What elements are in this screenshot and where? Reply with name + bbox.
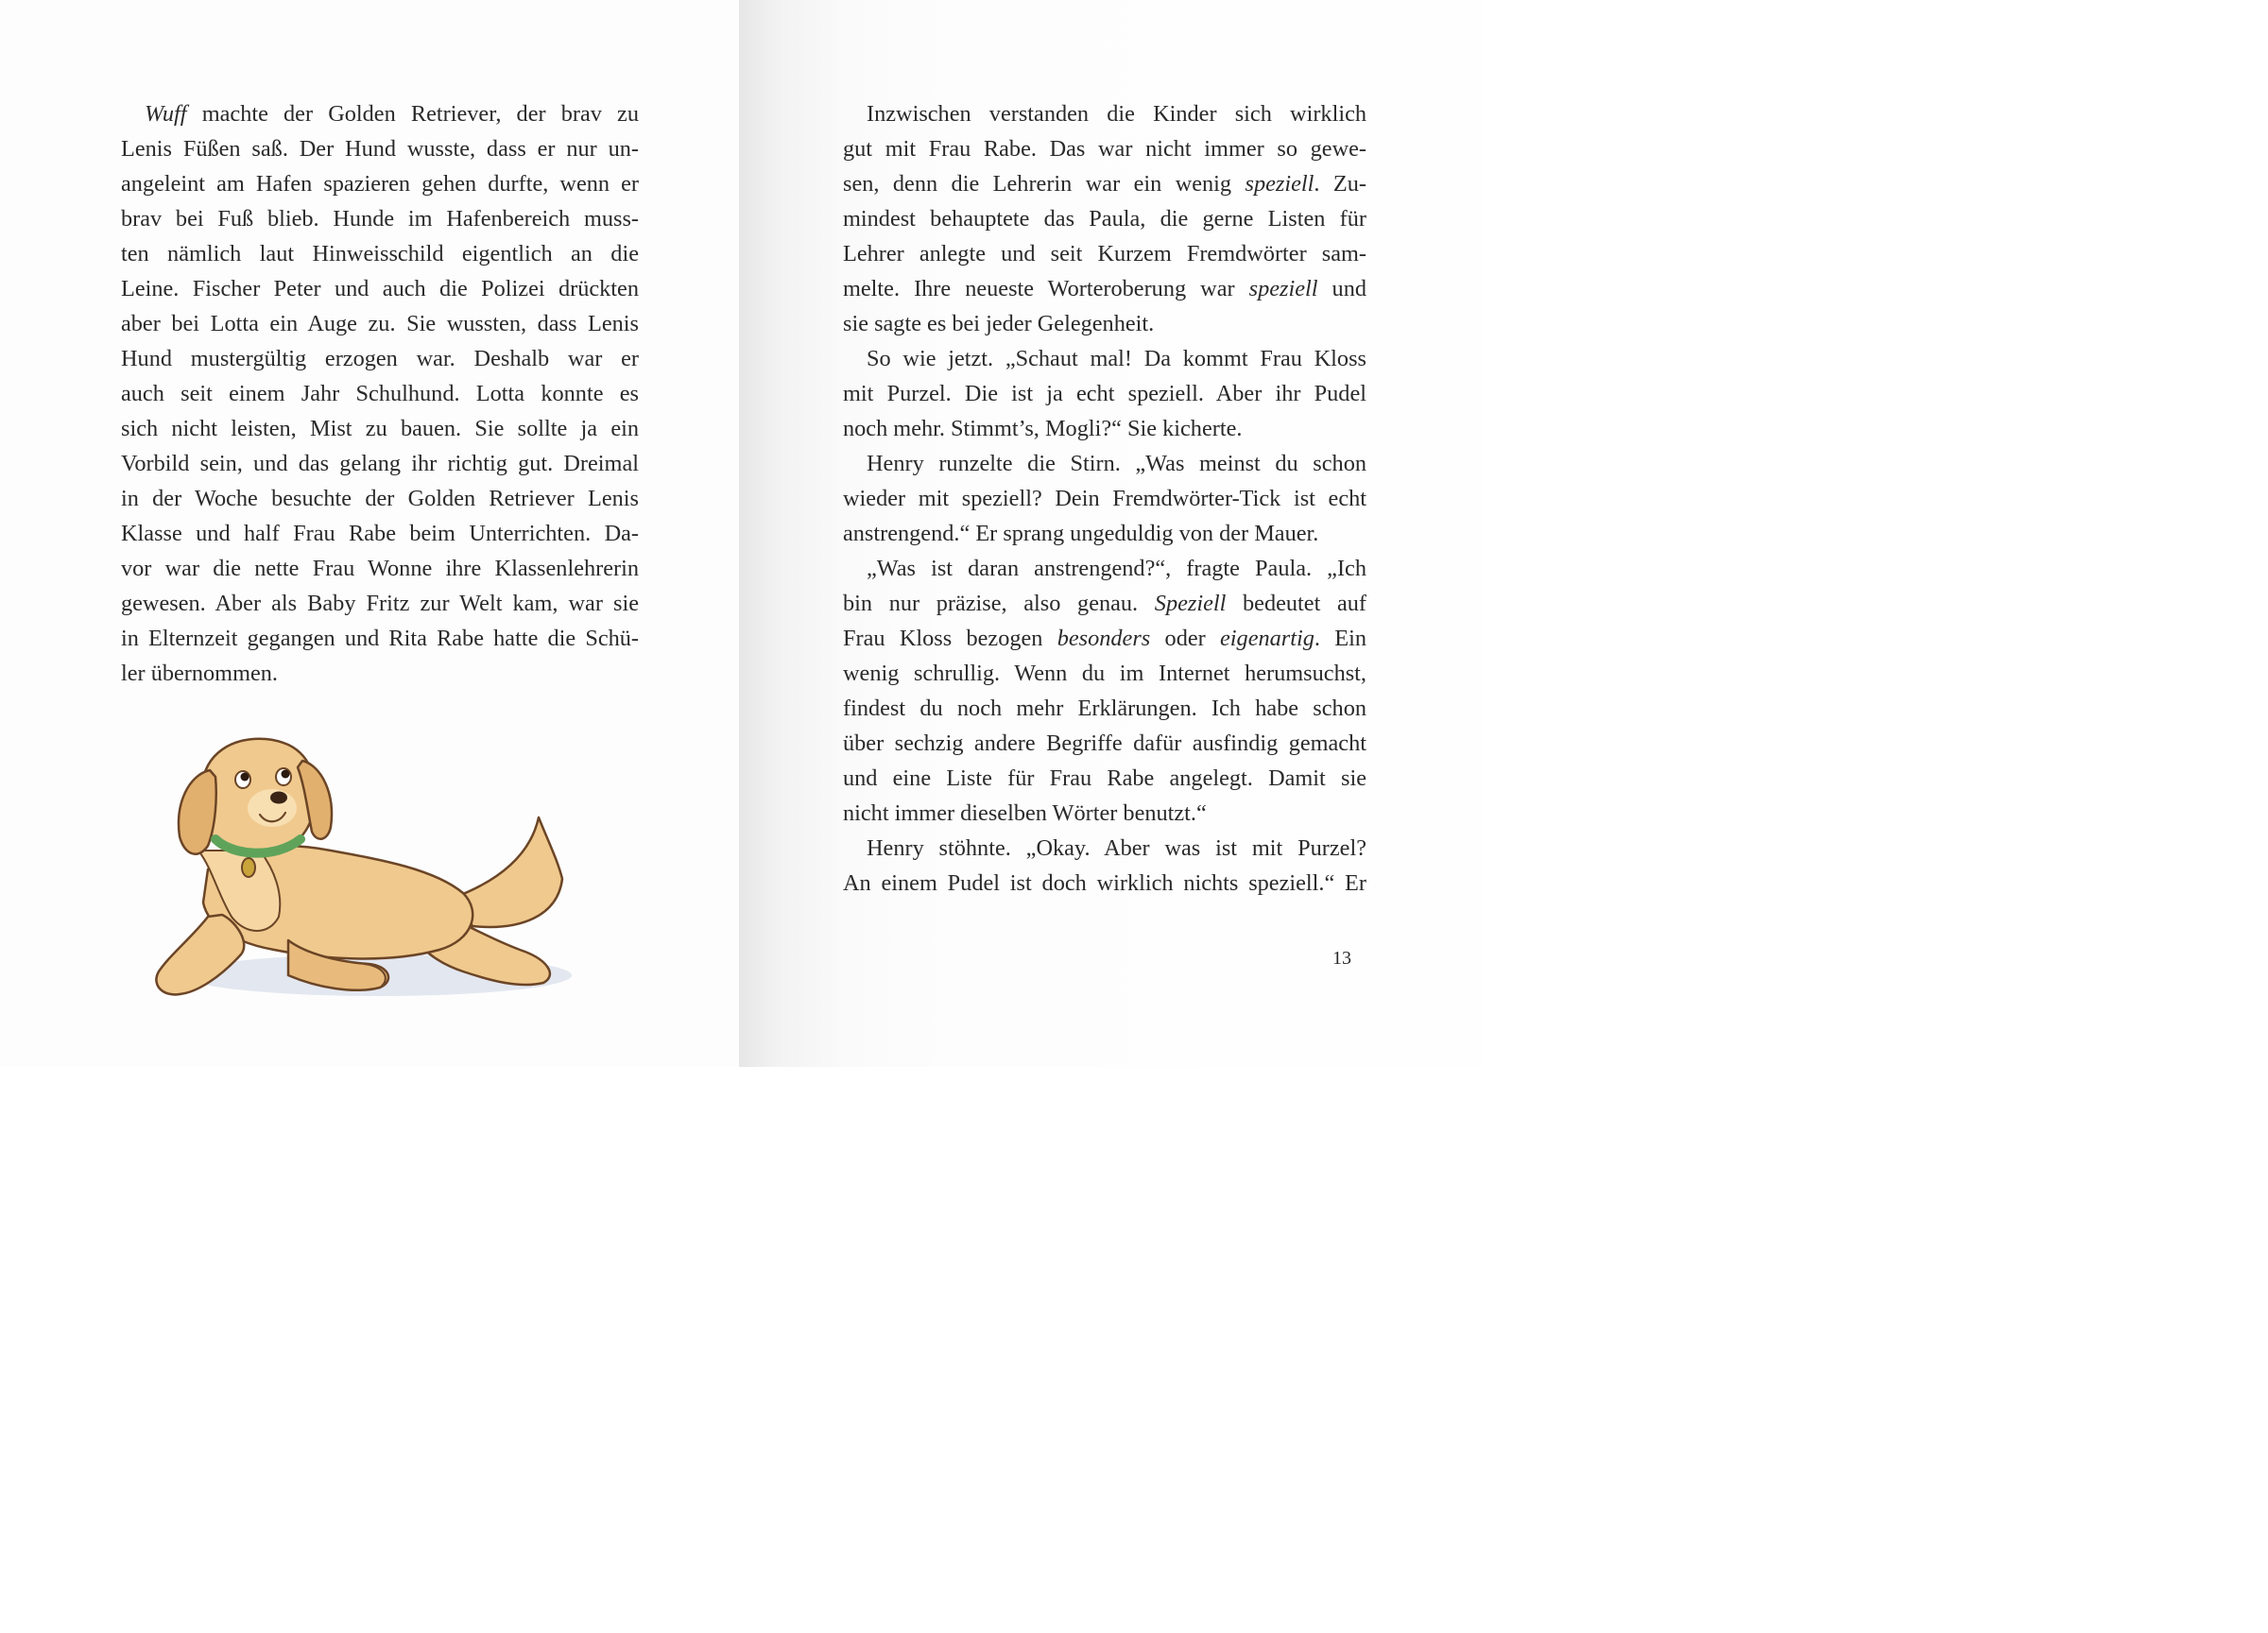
text-line bbox=[121, 656, 639, 691]
text-line bbox=[843, 271, 1366, 306]
text-run: mit Purzel. Die ist ja echt speziell. Aber ihr Pudel bbox=[843, 381, 1366, 406]
text-run: gewesen. Aber als Baby Fritz zur Welt kam, war sie bbox=[121, 591, 639, 616]
text-line bbox=[121, 166, 639, 201]
paragraph bbox=[843, 341, 1366, 446]
text-run: Hund mustergültig erzogen war. Deshalb war er bbox=[121, 346, 639, 371]
text-line bbox=[843, 166, 1366, 201]
page-number: 13 bbox=[1332, 948, 1351, 969]
text-line bbox=[121, 306, 639, 341]
book-spread bbox=[0, 0, 1482, 1067]
text-line bbox=[121, 586, 639, 621]
text-run: Henry runzelte die Stirn. „Was meinst du schon bbox=[867, 451, 1366, 476]
text-run: sen, denn die Lehrerin war ein wenig bbox=[843, 171, 1246, 197]
text-line bbox=[121, 446, 639, 481]
italic-word: besonders bbox=[1057, 626, 1151, 651]
text-run: machte der Golden Retriever, der brav zu bbox=[186, 101, 639, 127]
text-line bbox=[843, 446, 1366, 481]
text-line bbox=[843, 236, 1366, 271]
text-line bbox=[843, 796, 1366, 831]
text-run: „Was ist daran anstrengend?“, fragte Paula. „Ich bbox=[867, 556, 1366, 581]
right-page-text bbox=[843, 96, 1366, 901]
text-line bbox=[843, 831, 1366, 866]
text-line bbox=[121, 411, 639, 446]
text-line bbox=[843, 376, 1366, 411]
text-run: mindest behauptete das Paula, die gerne Listen für bbox=[843, 206, 1366, 232]
text-line bbox=[843, 621, 1366, 656]
dog-nose bbox=[270, 792, 287, 804]
text-line bbox=[121, 201, 639, 236]
text-line bbox=[843, 761, 1366, 796]
text-run: Frau Kloss bezogen bbox=[843, 626, 1057, 651]
right-page bbox=[739, 0, 1482, 1067]
text-line bbox=[843, 516, 1366, 551]
text-line bbox=[843, 411, 1366, 446]
text-run: anstrengend.“ Er sprang ungeduldig von der Mauer. bbox=[843, 521, 1319, 546]
text-run: Henry stöhnte. „Okay. Aber was ist mit Purzel? bbox=[867, 835, 1366, 861]
text-run: sie sagte es bei jeder Gelegenheit. bbox=[843, 311, 1155, 336]
text-line bbox=[121, 96, 639, 131]
text-line bbox=[843, 866, 1366, 901]
text-run: vor war die nette Frau Wonne ihre Klassenlehrerin bbox=[121, 556, 639, 581]
text-run: brav bei Fuß blieb. Hunde im Hafenbereich muss- bbox=[121, 206, 639, 232]
text-run: bedeutet auf bbox=[1226, 591, 1366, 616]
text-line bbox=[843, 586, 1366, 621]
text-run: Klasse und half Frau Rabe beim Unterrichten. Da- bbox=[121, 521, 639, 546]
text-run: aber bei Lotta ein Auge zu. Sie wussten, dass Lenis bbox=[121, 311, 639, 336]
dog-ear-left bbox=[179, 770, 216, 854]
text-run: ler übernommen. bbox=[121, 661, 278, 686]
text-run: in Elternzeit gegangen und Rita Rabe hatte die Schü- bbox=[121, 626, 639, 651]
text-run: und eine Liste für Frau Rabe angelegt. Damit sie bbox=[843, 765, 1366, 791]
text-run: Inzwischen verstanden die Kinder sich wirklich bbox=[867, 101, 1366, 127]
text-line bbox=[121, 376, 639, 411]
text-run: und bbox=[1317, 276, 1366, 301]
text-run: noch mehr. Stimmt’s, Mogli?“ Sie kicherte. bbox=[843, 416, 1243, 441]
text-run: wieder mit speziell? Dein Fremdwörter-Tick ist echt bbox=[843, 486, 1366, 511]
text-run: über sechzig andere Begriffe dafür ausfindig gemacht bbox=[843, 731, 1366, 756]
italic-word: Speziell bbox=[1154, 591, 1227, 616]
text-run: melte. Ihre neueste Worteroberung war bbox=[843, 276, 1249, 301]
text-line bbox=[843, 726, 1366, 761]
text-line bbox=[843, 481, 1366, 516]
left-page-text bbox=[121, 96, 639, 691]
text-line bbox=[121, 271, 639, 306]
text-line bbox=[843, 656, 1366, 691]
text-run: gut mit Frau Rabe. Das war nicht immer so gewe- bbox=[843, 136, 1366, 162]
text-line bbox=[121, 621, 639, 656]
dog-tag bbox=[242, 858, 255, 877]
text-run: . Ein bbox=[1314, 626, 1366, 651]
text-run: nicht immer dieselben Wörter benutzt.“ bbox=[843, 800, 1207, 826]
text-line bbox=[121, 481, 639, 516]
text-run: wenig schrullig. Wenn du im Internet herumsuchst, bbox=[843, 661, 1366, 686]
text-line bbox=[121, 516, 639, 551]
text-run: Leine. Fischer Peter und auch die Polizei drückten bbox=[121, 276, 639, 301]
paragraph bbox=[843, 831, 1366, 901]
text-run: Lenis Füßen saß. Der Hund wusste, dass er nur un- bbox=[121, 136, 639, 162]
text-run: angeleint am Hafen spazieren gehen durfte, wenn er bbox=[121, 171, 639, 197]
text-run: So wie jetzt. „Schaut mal! Da kommt Frau Kloss bbox=[867, 346, 1366, 371]
text-line bbox=[121, 341, 639, 376]
text-run: Vorbild sein, und das gelang ihr richtig gut. Dreimal bbox=[121, 451, 639, 476]
italic-word: speziell bbox=[1245, 171, 1314, 197]
paragraph bbox=[843, 551, 1366, 831]
text-line bbox=[843, 341, 1366, 376]
paragraph bbox=[843, 446, 1366, 551]
text-run: ten nämlich laut Hinweisschild eigentlich an die bbox=[121, 241, 639, 266]
text-line bbox=[843, 96, 1366, 131]
text-run: Lehrer anlegte und seit Kurzem Fremdwörter sam- bbox=[843, 241, 1366, 266]
text-line bbox=[843, 306, 1366, 341]
text-run: oder bbox=[1150, 626, 1221, 651]
text-line bbox=[121, 551, 639, 586]
text-run: . Zu- bbox=[1314, 171, 1366, 197]
text-run: An einem Pudel ist doch wirklich nichts speziell.“ Er bbox=[843, 870, 1366, 896]
paragraph bbox=[121, 96, 639, 691]
text-line bbox=[843, 691, 1366, 726]
text-run: auch seit einem Jahr Schulhund. Lotta konnte es bbox=[121, 381, 639, 406]
text-run: bin nur präzise, also genau. bbox=[843, 591, 1155, 616]
text-run: sich nicht leisten, Mist zu bauen. Sie sollte ja ein bbox=[121, 416, 639, 441]
golden-retriever-illustration bbox=[142, 728, 586, 1030]
left-page bbox=[0, 0, 739, 1067]
text-run: in der Woche besuchte der Golden Retriever Lenis bbox=[121, 486, 639, 511]
italic-word: speziell bbox=[1248, 276, 1318, 301]
text-run: findest du noch mehr Erklärungen. Ich habe schon bbox=[843, 696, 1366, 721]
text-line bbox=[121, 131, 639, 166]
paragraph bbox=[843, 96, 1366, 341]
text-line bbox=[843, 131, 1366, 166]
text-line bbox=[843, 551, 1366, 586]
text-line bbox=[121, 236, 639, 271]
text-line bbox=[843, 201, 1366, 236]
italic-word: eigenartig bbox=[1220, 626, 1314, 651]
italic-word: Wuff bbox=[145, 101, 187, 127]
